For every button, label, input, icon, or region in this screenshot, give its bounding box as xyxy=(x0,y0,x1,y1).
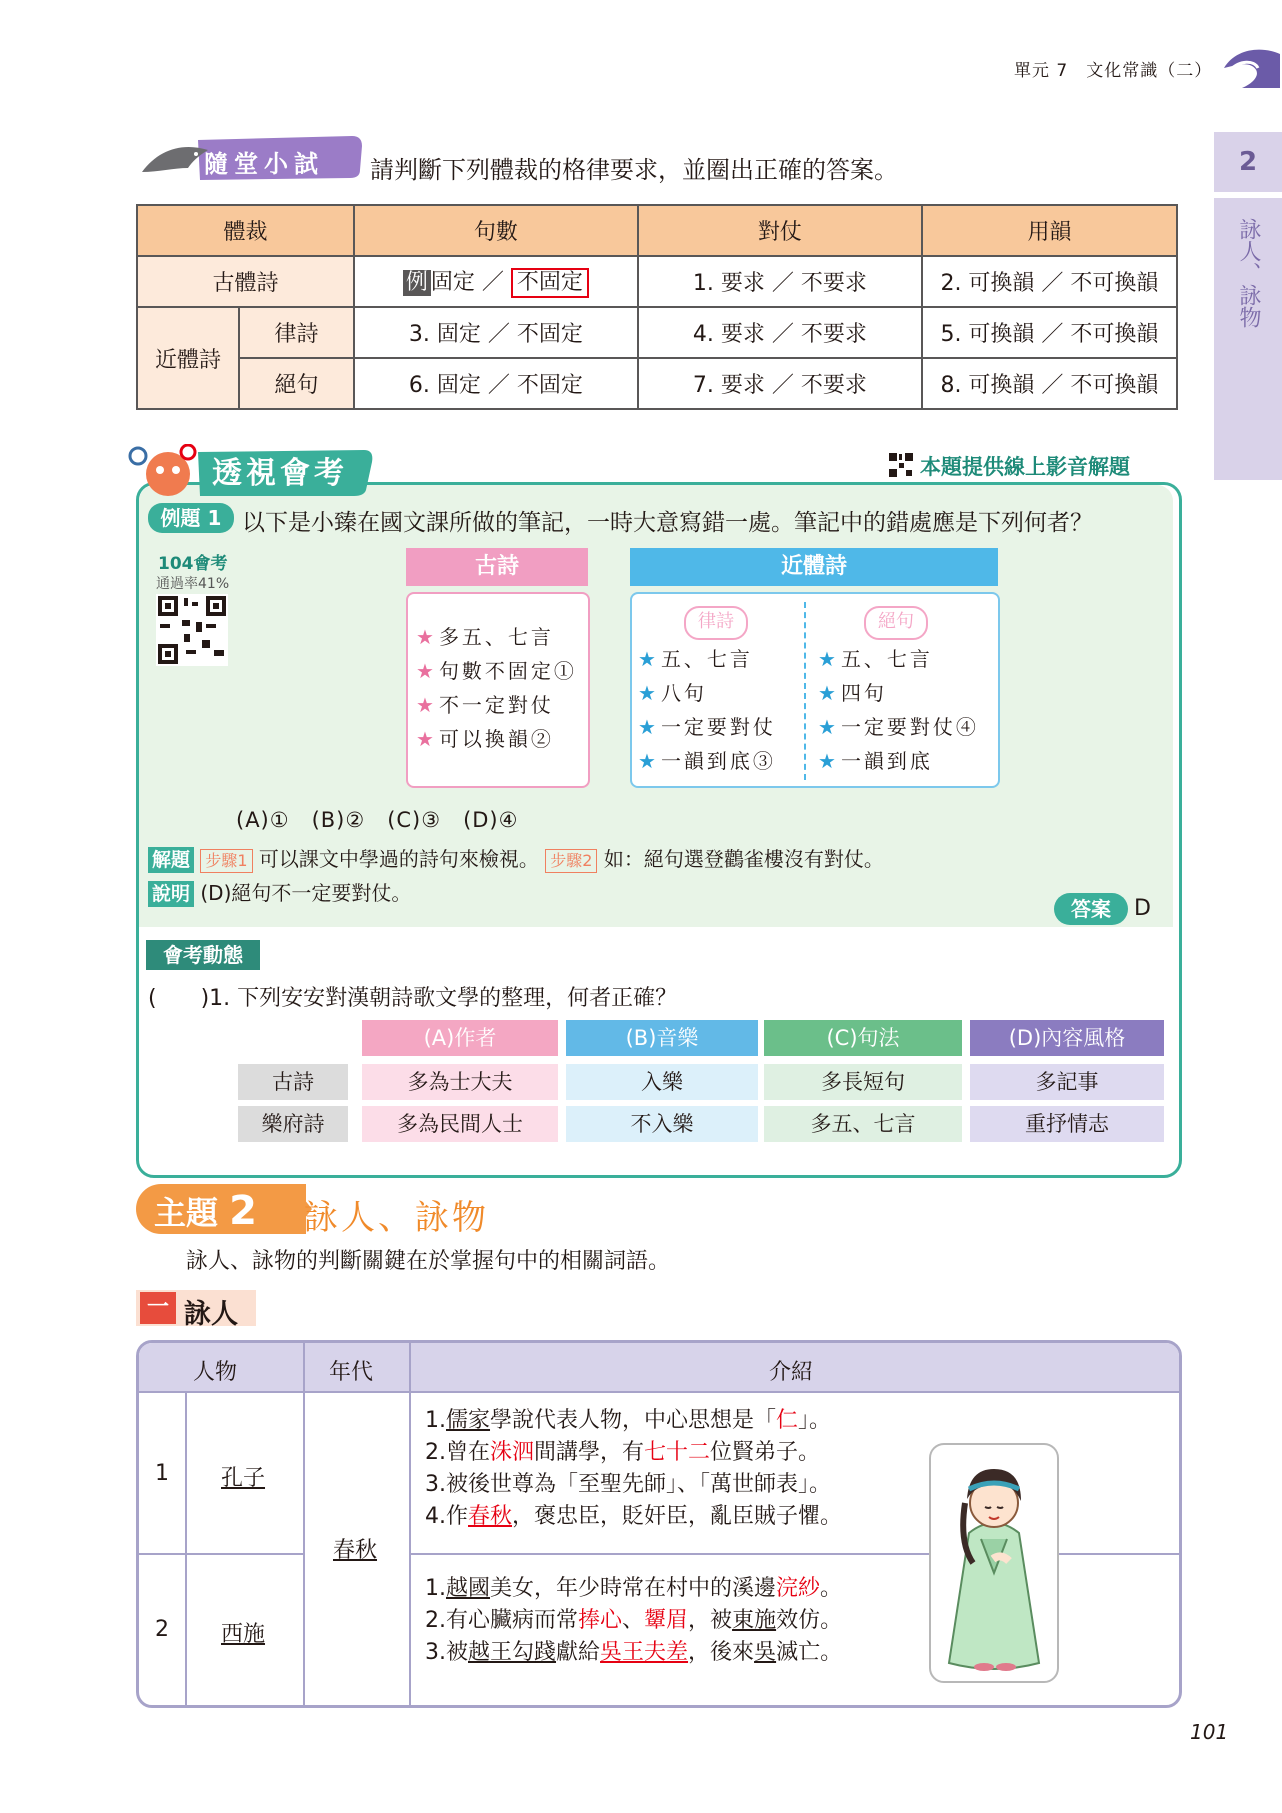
text: 3.被 xyxy=(425,1640,468,1665)
note-text: 一韻到底 xyxy=(840,749,933,773)
qr-code-icon xyxy=(888,452,914,478)
grid-row-label: 樂府詩 xyxy=(238,1106,348,1142)
dynamic-question[interactable]: ( )1. 下列安安對漢朝詩歌文學的整理，何者正確？ xyxy=(148,986,678,1011)
intro-line xyxy=(425,1637,842,1669)
text: 4.作 xyxy=(425,1504,468,1529)
text: 獻給 xyxy=(556,1640,601,1665)
note-text: 一定要對仗④ xyxy=(840,715,979,739)
quiz-badge: 隨堂小試 xyxy=(204,150,324,178)
row-number: 1 xyxy=(155,1461,169,1486)
text: 吳 xyxy=(754,1640,777,1665)
note-text: 四句 xyxy=(840,681,887,705)
side-tab-number: 2 xyxy=(1214,132,1282,192)
highlight: 仁 xyxy=(776,1408,799,1433)
col-header: 對仗 xyxy=(638,205,922,256)
divider xyxy=(139,1391,1179,1393)
grid-row-label: 古詩 xyxy=(238,1064,348,1100)
dynamic-label: 會考動態 xyxy=(146,940,260,970)
text: 美女，年少時常在村中的溪邊 xyxy=(490,1576,777,1601)
col-header: 句數 xyxy=(354,205,638,256)
note-text: 可以換韻② xyxy=(438,727,554,751)
grid-cell: 多長短句 xyxy=(764,1064,962,1100)
note-text: 八句 xyxy=(660,681,707,705)
table-cell[interactable]: 2. 可換韻 ／ 不可換韻 xyxy=(922,256,1177,307)
explain-tag: 說明 xyxy=(148,881,194,907)
text: 滅亡。 xyxy=(776,1640,843,1665)
text: 越王勾踐 xyxy=(468,1640,557,1665)
running-header xyxy=(1014,56,1212,81)
jueju-list xyxy=(818,642,979,778)
grid-header[interactable]: (B)音樂 xyxy=(566,1020,758,1056)
topic-word: 主題 xyxy=(154,1194,219,1232)
grid-header[interactable]: (A)作者 xyxy=(362,1020,558,1056)
quiz-table xyxy=(136,204,1178,410)
example-mark: 例 xyxy=(403,270,431,296)
note-text: 一定要對仗 xyxy=(660,715,776,739)
table-cell[interactable]: 7. 要求 ／ 不要求 xyxy=(638,358,922,409)
qr-code-icon[interactable] xyxy=(156,594,228,666)
grid-cell: 入樂 xyxy=(566,1064,758,1100)
divider xyxy=(804,602,806,780)
note-text: 不一定對仗 xyxy=(438,693,554,717)
list-item: ★ 一定要對仗 xyxy=(638,715,776,739)
divider xyxy=(139,1553,303,1555)
explain-text: (D)絕句不一定要對仗。 xyxy=(200,881,412,905)
divider xyxy=(409,1343,411,1705)
section-title: 詠人 xyxy=(184,1299,238,1330)
text: ，後來 xyxy=(688,1640,755,1665)
people-table xyxy=(136,1340,1182,1708)
divider xyxy=(303,1343,305,1705)
grid-cell: 不入樂 xyxy=(566,1106,758,1142)
intro-line xyxy=(425,1501,842,1533)
text: 1. xyxy=(425,1408,446,1433)
col-header: 人物 xyxy=(193,1360,238,1385)
divider xyxy=(185,1391,187,1705)
table-cell[interactable]: 6. 固定 ／ 不固定 xyxy=(354,358,638,409)
highlight: 浣紗 xyxy=(776,1576,821,1601)
grid-cell: 重抒情志 xyxy=(970,1106,1164,1142)
lushi-pill: 律詩 xyxy=(684,606,748,640)
text: ，被 xyxy=(688,1608,733,1633)
explanation xyxy=(148,877,411,907)
answer-label: 答案 xyxy=(1054,893,1128,925)
list-item: ★ 句數不固定① xyxy=(416,659,577,683)
step-1-text: 可以課文中學過的詩句來檢視。 xyxy=(258,847,539,871)
note-text: 一韻到底③ xyxy=(660,749,776,773)
col-header: 年代 xyxy=(329,1360,374,1385)
lushi-list xyxy=(638,642,776,778)
separator: ／ xyxy=(481,270,504,295)
example-question: 以下是小臻在國文課所做的筆記，一時大意寫錯一處。筆記中的錯處應是下列何者？ xyxy=(242,510,1093,536)
topic-label xyxy=(154,1188,257,1234)
table-cell[interactable]: 1. 要求 ／ 不要求 xyxy=(638,256,922,307)
gushi-notes xyxy=(406,592,590,788)
text: 間講學，有 xyxy=(534,1440,645,1465)
text: 」。 xyxy=(798,1408,832,1433)
note-text: 句數不固定① xyxy=(438,659,577,683)
list-item: ★ 一韻到底③ xyxy=(638,749,776,773)
grid-cell: 多五、七言 xyxy=(764,1106,962,1142)
intro-line xyxy=(425,1573,842,1605)
text: 學說代表人物，中心思想是「 xyxy=(490,1408,777,1433)
table-cell[interactable]: 5. 可換韻 ／ 不可換韻 xyxy=(922,307,1177,358)
jinti-title: 近體詩 xyxy=(630,548,998,586)
text: 東施 xyxy=(732,1608,777,1633)
grid-cell: 多為士大夫 xyxy=(362,1064,558,1100)
list-item: ★ 八句 xyxy=(638,681,707,705)
page-number: 101 xyxy=(1190,1720,1229,1744)
person-name: 西施 xyxy=(221,1622,266,1647)
table-cell xyxy=(354,256,638,307)
step-2-tag: 步驟2 xyxy=(545,849,597,873)
wave-decoration-icon xyxy=(1222,44,1282,88)
example-label: 例題 1 xyxy=(148,503,234,533)
unit-title: 文化常識（二） xyxy=(1086,61,1213,81)
pass-rate: 通過率41% xyxy=(156,576,230,592)
circled-answer: 不固定 xyxy=(511,268,589,298)
gushi-title: 古詩 xyxy=(406,548,588,586)
topic-description: 詠人、詠物的判斷關鍵在於掌握句中的相關詞語。 xyxy=(186,1249,671,1274)
col-header: 介紹 xyxy=(769,1360,814,1385)
list-item: ★ 一韻到底 xyxy=(818,749,933,773)
person-name: 孔子 xyxy=(221,1466,266,1491)
list-item: ★ 不一定對仗 xyxy=(416,693,554,717)
option-fixed: 固定 xyxy=(430,270,475,295)
row-label: 近體詩 xyxy=(137,307,239,409)
jueju-pill: 絕句 xyxy=(864,606,928,640)
table-cell[interactable]: 8. 可換韻 ／ 不可換韻 xyxy=(922,358,1177,409)
intro-line xyxy=(425,1405,842,1437)
list-item: ★ 五、七言 xyxy=(638,647,753,671)
highlight: 七十二 xyxy=(644,1440,711,1465)
row-label: 古體詩 xyxy=(137,256,354,307)
text: 1. xyxy=(425,1576,446,1601)
text: 儒家 xyxy=(446,1408,491,1433)
note-text: 五、七言 xyxy=(840,647,933,671)
text: 2.曾在 xyxy=(425,1440,490,1465)
xishi-intro xyxy=(425,1573,842,1669)
highlight: 吳王夫差 xyxy=(600,1640,689,1665)
step-1-tag: 步驟1 xyxy=(200,849,252,873)
highlight: 洙泗 xyxy=(490,1440,535,1465)
solution-tag: 解題 xyxy=(148,847,194,873)
grid-cell: 多記事 xyxy=(970,1064,1164,1100)
col-header: 體裁 xyxy=(137,205,354,256)
note-text: 五、七言 xyxy=(660,647,753,671)
col-header: 用韻 xyxy=(922,205,1177,256)
intro-line xyxy=(425,1437,842,1469)
list-item: ★ 可以換韻② xyxy=(416,727,554,751)
divider xyxy=(411,1553,1179,1555)
table-cell[interactable]: 4. 要求 ／ 不要求 xyxy=(638,307,922,358)
list-item: ★ 一定要對仗④ xyxy=(818,715,979,739)
list-item: ★ 四句 xyxy=(818,681,887,705)
confucius-intro xyxy=(425,1405,842,1533)
highlight: 春秋 xyxy=(468,1504,513,1529)
xishi-illustration-icon xyxy=(929,1443,1059,1683)
row-number: 2 xyxy=(155,1617,169,1642)
quiz-instruction: 請判斷下列體裁的格律要求，並圈出正確的答案。 xyxy=(370,156,898,184)
table-cell[interactable]: 3. 固定 ／ 不固定 xyxy=(354,307,638,358)
text: 。 xyxy=(820,1576,843,1601)
text: 、 xyxy=(622,1608,645,1633)
side-tab-label: 詠人、詠物 xyxy=(1214,198,1282,480)
exam-badge: 透視會考 xyxy=(212,456,348,491)
text: 越國 xyxy=(446,1576,491,1601)
intro-line xyxy=(425,1469,842,1501)
section-number: 一 xyxy=(140,1292,176,1324)
unit-number: 單元 7 xyxy=(1014,61,1069,81)
answer-options[interactable]: (A)① (B)② (C)③ (D)④ xyxy=(236,808,519,832)
topic-title: 詠人、詠物 xyxy=(304,1198,489,1238)
era: 春秋 xyxy=(333,1538,378,1563)
topic-number: 2 xyxy=(229,1188,257,1234)
text: 效仿。 xyxy=(776,1608,843,1633)
answer-value: D xyxy=(1134,896,1151,921)
highlight: 顰眉 xyxy=(644,1608,689,1633)
list-item: ★ 多五、七言 xyxy=(416,625,554,649)
text: 位賢弟子。 xyxy=(710,1440,821,1465)
video-note[interactable]: 本題提供線上影音解題 xyxy=(920,455,1130,479)
row-sublabel: 律詩 xyxy=(239,307,354,358)
intro-line xyxy=(425,1605,842,1637)
text: ，褒忠臣，貶奸臣，亂臣賊子懼。 xyxy=(512,1504,843,1529)
text: 2.有心臟病而常 xyxy=(425,1608,578,1633)
text: 3.被後世尊為「至聖先師」、「萬世師表」。 xyxy=(425,1472,831,1497)
list-item: ★ 五、七言 xyxy=(818,647,933,671)
note-text: 多五、七言 xyxy=(438,625,554,649)
table-header-row xyxy=(139,1343,1179,1393)
exam-year: 104會考 xyxy=(158,554,228,574)
row-sublabel: 絕句 xyxy=(239,358,354,409)
grid-cell: 多為民間人士 xyxy=(362,1106,558,1142)
solution xyxy=(148,843,884,873)
grid-header[interactable]: (D)內容風格 xyxy=(970,1020,1164,1056)
grid-header[interactable]: (C)句法 xyxy=(764,1020,962,1056)
highlight: 捧心 xyxy=(578,1608,623,1633)
step-2-text: 如：絕句選登鸛雀樓沒有對仗。 xyxy=(603,847,884,871)
